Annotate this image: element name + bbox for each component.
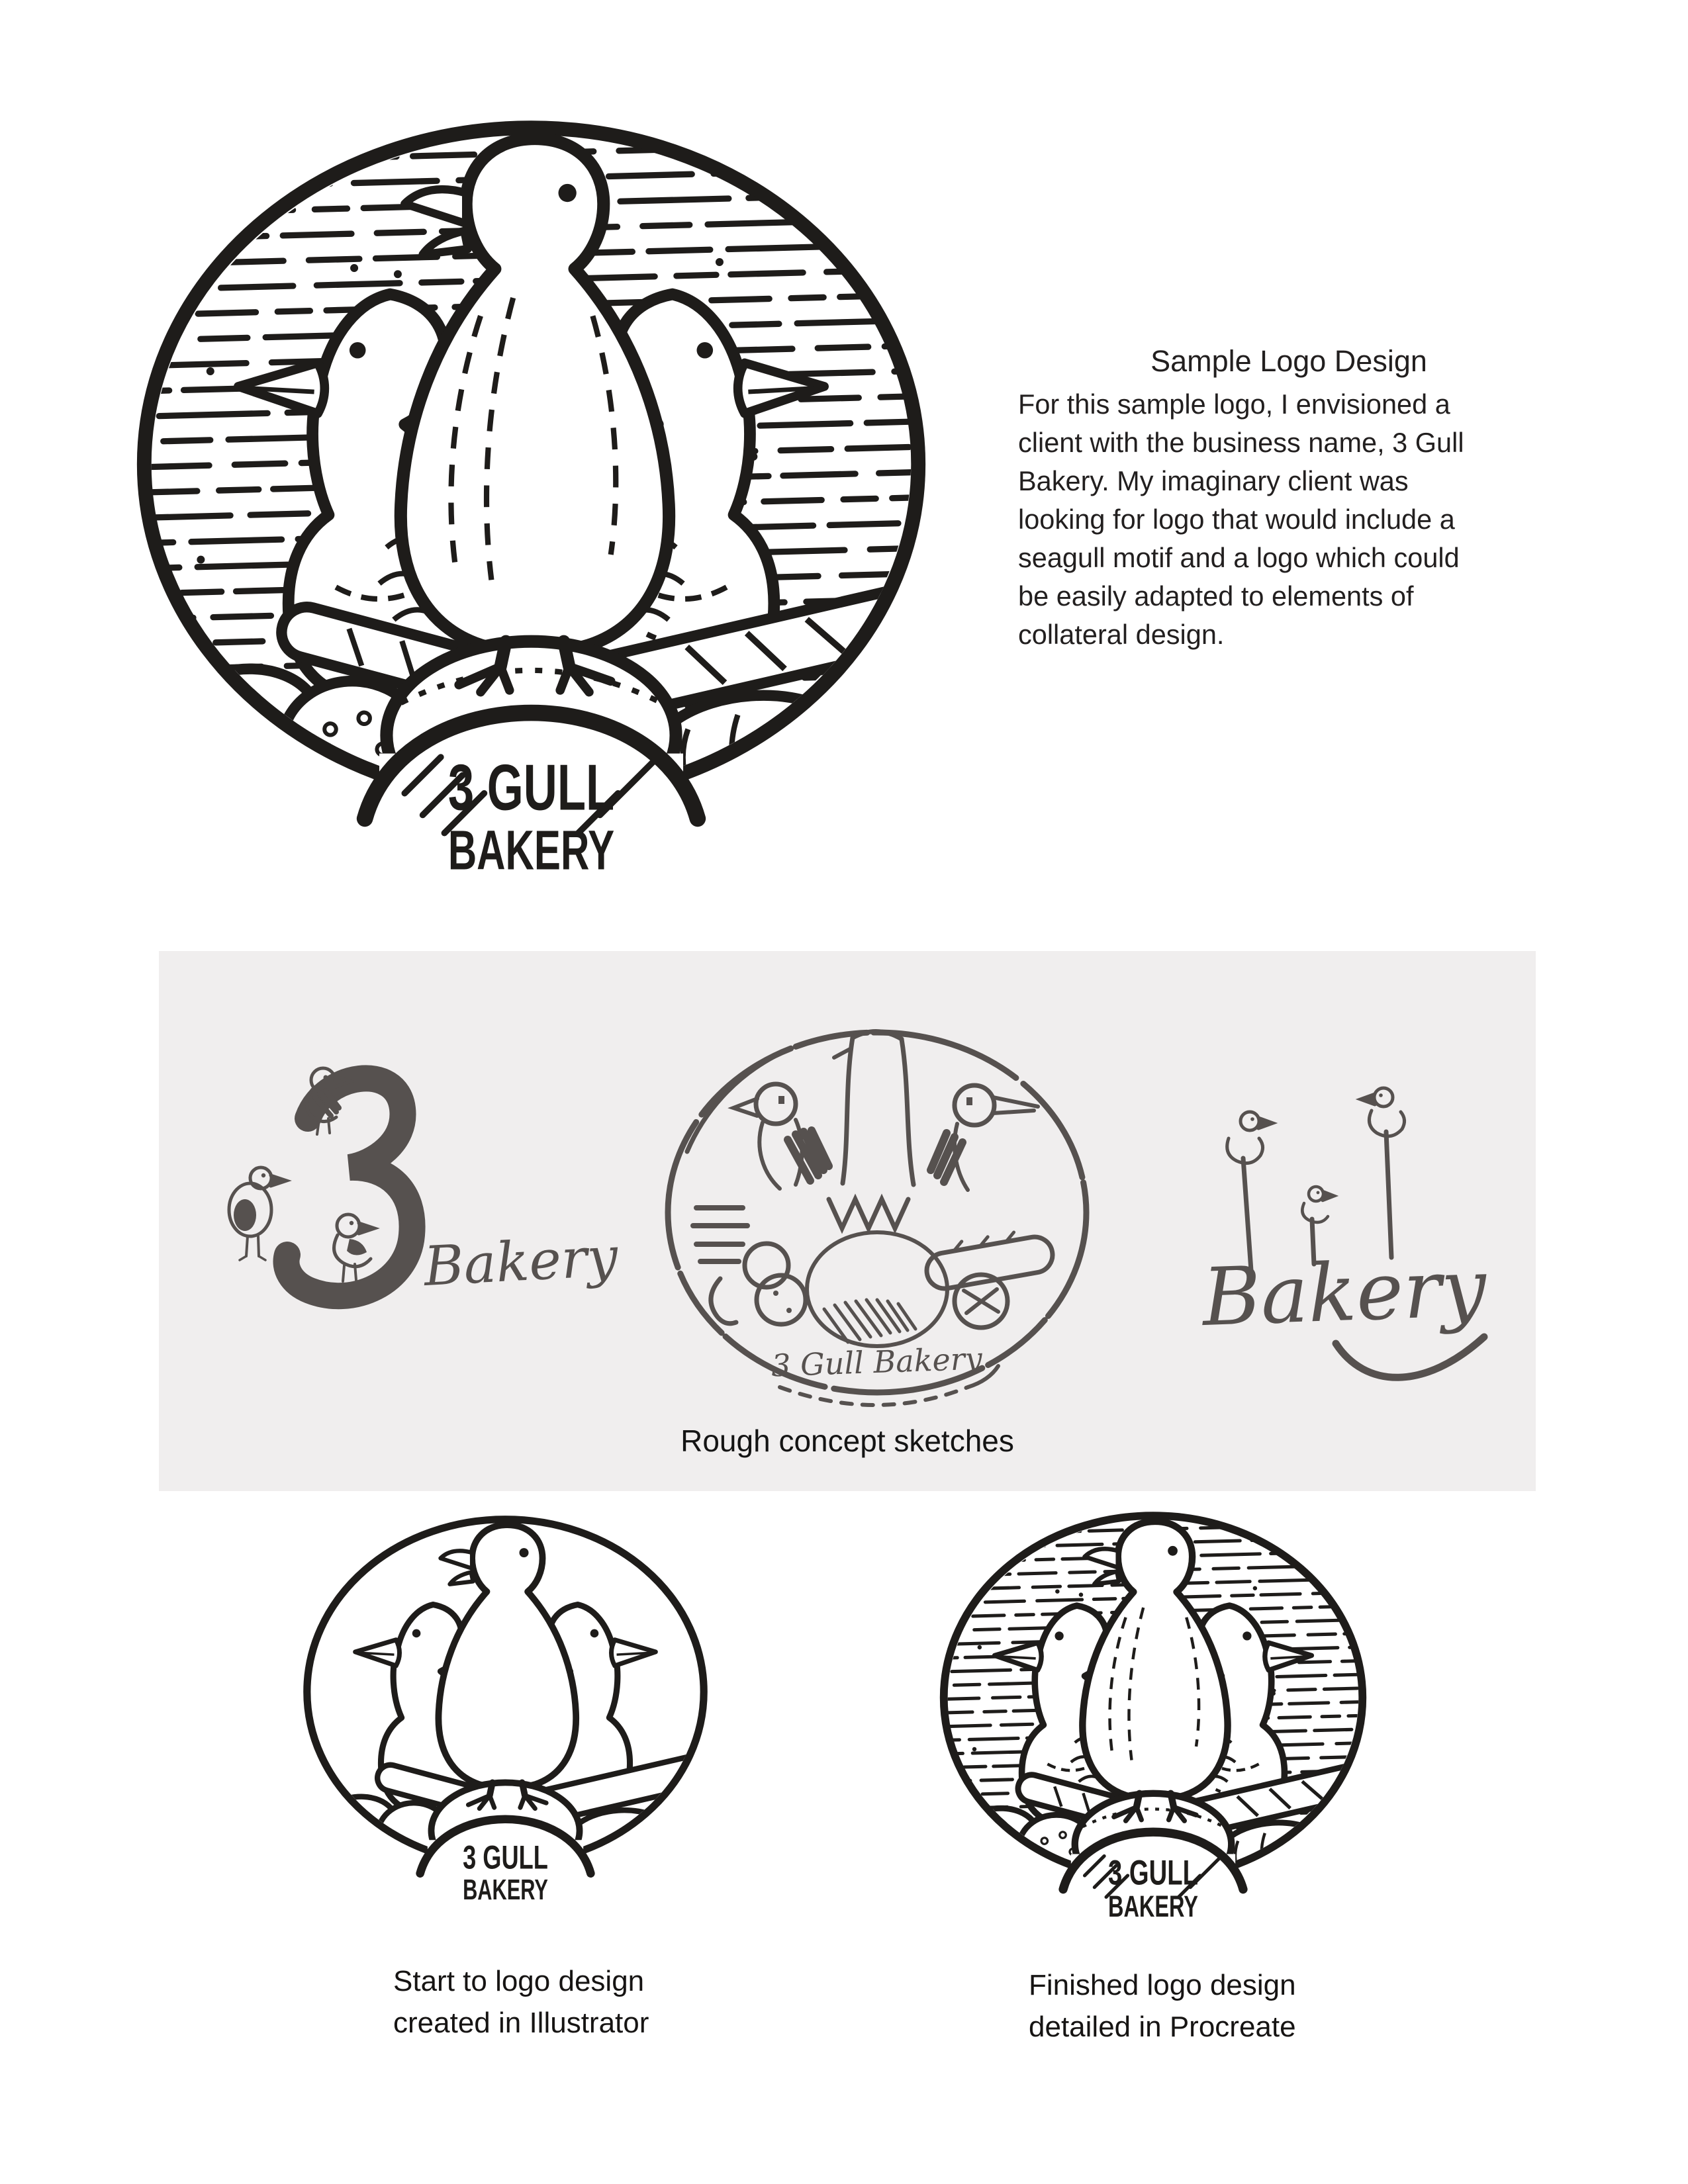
logo-wordmark-line1: 3 GULL: [1108, 1853, 1198, 1893]
gull-badge: [296, 1516, 715, 1909]
description-line: be easily adapted to elements of: [1018, 580, 1414, 612]
sketch-bakery-word: [1198, 1059, 1529, 1416]
sketch-band-caption: Rough concept sketches: [680, 1424, 1014, 1458]
procreate-logo: [932, 1512, 1374, 1927]
sketch-perched-gull-2: [1360, 1088, 1405, 1136]
sketch-margin-hatch: [693, 1208, 747, 1261]
procreate-caption-line2: detailed in Procreate: [1029, 2011, 1296, 2043]
sketch-perched-gull-3: [1302, 1187, 1335, 1222]
sketch-circle-logo: [655, 1026, 1105, 1433]
description-line: seagull motif and a logo which could: [1018, 542, 1460, 573]
procreate-caption-line1: Finished logo design: [1029, 1969, 1296, 2001]
sketch-perched-gull-1: [1227, 1112, 1273, 1163]
description-line: Bakery. My imaginary client was: [1018, 465, 1409, 496]
sketch-center-gull: [834, 1031, 914, 1185]
gull-badge: [122, 120, 940, 887]
sketch-feet-zigzag: [829, 1199, 908, 1228]
sketch-right-word: Bakery: [1201, 1242, 1488, 1344]
description-line: collateral design.: [1018, 619, 1225, 650]
description-block: [1018, 344, 1560, 654]
sketch-left-word: Bakery: [422, 1225, 620, 1298]
procreate-caption: [1029, 1964, 1296, 2048]
logo-wordmark-line1: 3 GULL: [463, 1838, 548, 1876]
logo-wordmark-line2: BAKERY: [447, 818, 615, 882]
logo-wordmark-line2: BAKERY: [1108, 1889, 1198, 1924]
sketch-center-word: 3 Gull Bakery: [771, 1340, 983, 1384]
description-line: client with the business name, 3 Gull: [1018, 427, 1464, 458]
description-line: looking for logo that would include a: [1018, 504, 1455, 535]
sketch-right-gull: [931, 1085, 1038, 1190]
illustrator-logo: [296, 1516, 715, 1909]
page-title: Sample Logo Design: [1150, 344, 1427, 378]
logo-wordmark-line2: BAKERY: [463, 1874, 548, 1906]
sketch-left-gull: [733, 1084, 829, 1189]
illustrator-caption: [393, 1960, 649, 2044]
sketch-three-gulls: [192, 1013, 642, 1396]
illustrator-caption-line2: created in Illustrator: [393, 2007, 649, 2039]
sketch-breads: [711, 1226, 1055, 1346]
swoosh-underline: [1336, 1337, 1484, 1377]
gull-badge: [932, 1512, 1374, 1927]
brush-numeral-three: [286, 1078, 412, 1296]
illustrator-caption-line1: Start to logo design: [393, 1965, 645, 1997]
sketch-gull-bowl: [334, 1214, 375, 1281]
main-logo-illustration: [122, 120, 940, 887]
description-line: For this sample logo, I envisioned a: [1018, 388, 1450, 420]
logo-wordmark-line1: 3 GULL: [447, 751, 615, 824]
